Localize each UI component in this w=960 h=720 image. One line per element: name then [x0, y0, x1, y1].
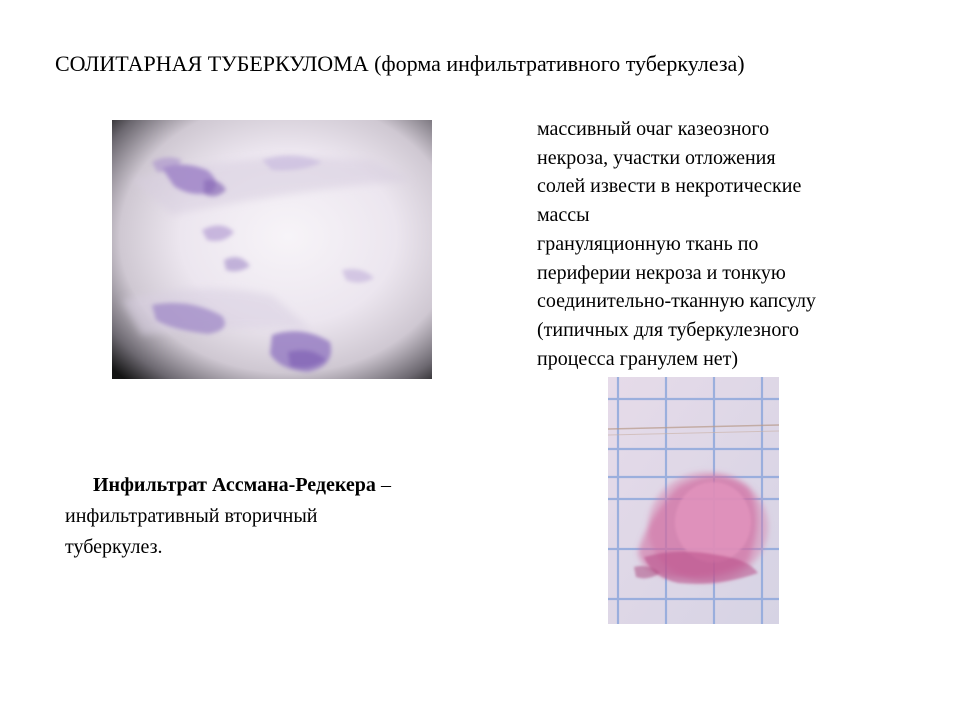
description-line: некроза, участки отложения — [537, 146, 776, 169]
caption-dash: – — [375, 474, 391, 496]
description-line: (типичных для туберкулезного — [537, 318, 800, 341]
description-text — [537, 115, 917, 373]
description-line: грануляционную ткань по — [537, 232, 759, 255]
description-line: солей извести в некротические — [537, 175, 802, 198]
description-line: соединительно-тканную капсулу — [537, 290, 816, 313]
description-line: периферии некроза и тонкую — [537, 261, 786, 284]
description-line: массы — [537, 204, 590, 227]
specimen-photo — [608, 377, 779, 624]
description-line: массивный очаг казеозного — [537, 118, 770, 140]
caption-text — [65, 470, 465, 563]
caption-line-2: инфильтративный вторичный — [65, 505, 318, 527]
description-line: процесса гранулем нет) — [537, 347, 739, 370]
caption-line-3: туберкулез. — [65, 536, 163, 558]
caption-term: Инфильтрат Ассмана-Редекера — [93, 474, 376, 496]
slide-title: СОЛИТАРНАЯ ТУБЕРКУЛОМА (форма инфильтративного туберкулеза) — [55, 51, 745, 76]
caption-line-1 — [65, 470, 465, 501]
micrograph-image — [112, 120, 432, 379]
